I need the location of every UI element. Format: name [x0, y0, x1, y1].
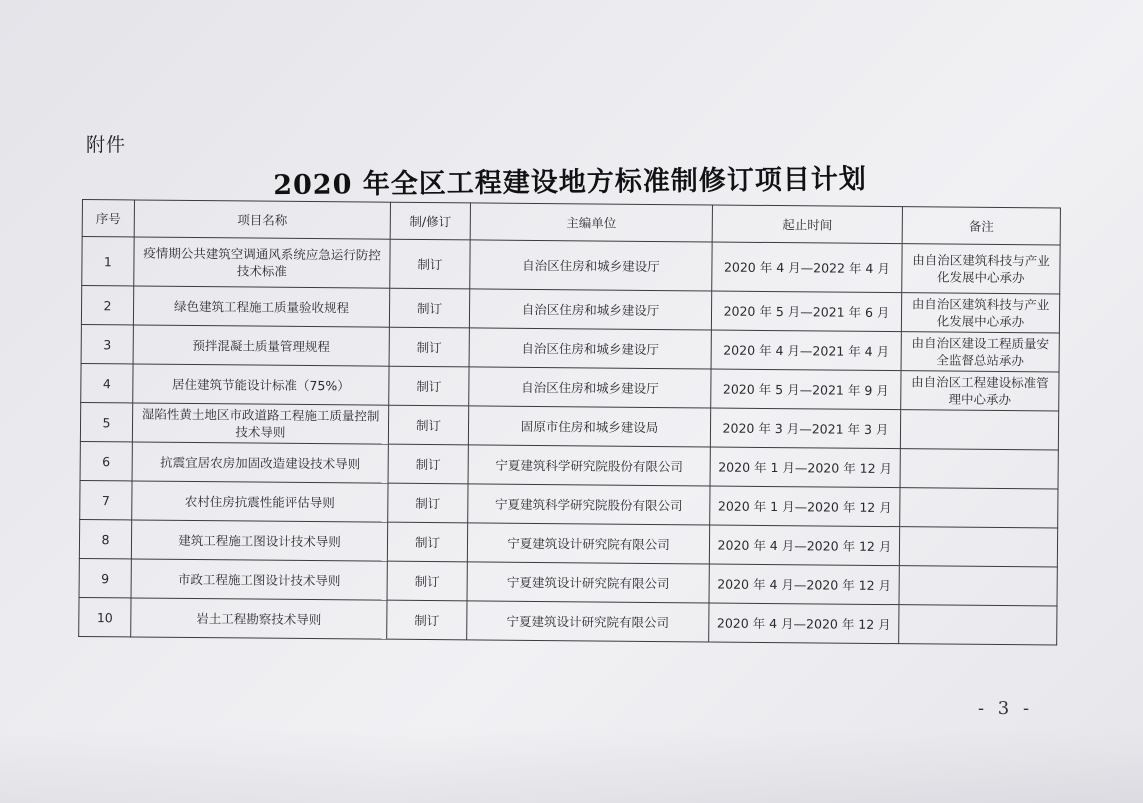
cell-note: 由自治区工程建设标准管理中心承办: [901, 371, 1059, 411]
cell-no: 5: [80, 402, 132, 441]
header-type: 制/修订: [390, 202, 470, 240]
cell-editor-unit: 宁夏建筑设计研究院有限公司: [467, 562, 709, 603]
cell-editor-unit: 自治区住房和城乡建设厅: [469, 328, 711, 369]
cell-project-name: 居住建筑节能设计标准（75%）: [133, 364, 389, 405]
attachment-label: 附件: [86, 134, 127, 156]
cell-no: 6: [80, 441, 132, 480]
cell-period: 2020 年 4 月—2020 年 12 月: [709, 564, 899, 605]
table-row: [82, 237, 1060, 295]
cell-project-name: 农村住房抗震性能评估导则: [132, 481, 388, 522]
table-row: [79, 597, 1057, 645]
cell-editor-unit: 固原市住房和城乡建设局: [468, 406, 710, 447]
cell-note: [899, 605, 1057, 645]
cell-no: 4: [81, 363, 133, 402]
cell-note: [899, 566, 1057, 606]
cell-type: 制订: [387, 561, 467, 601]
paper-fold-shadow: [0, 728, 1143, 803]
cell-type: 制订: [390, 239, 470, 289]
header-note: 备注: [902, 207, 1060, 245]
cell-period: 2020 年 5 月—2021 年 6 月: [711, 291, 901, 332]
cell-note: 由自治区建筑科技与产业化发展中心承办: [901, 293, 1059, 333]
cell-no: 7: [80, 480, 132, 519]
cell-type: 制订: [388, 483, 468, 523]
cell-type: 制订: [388, 405, 468, 445]
cell-type: 制订: [387, 522, 467, 562]
cell-project-name: 抗震宜居农房加固改造建设技术导则: [132, 442, 388, 483]
cell-no: 8: [79, 519, 131, 558]
cell-editor-unit: 宁夏建筑科学研究院股份有限公司: [468, 484, 710, 525]
cell-editor-unit: 宁夏建筑设计研究院有限公司: [467, 523, 709, 564]
cell-note: 由自治区建筑科技与产业化发展中心承办: [902, 244, 1060, 294]
cell-no: 2: [81, 286, 133, 325]
cell-project-name: 疫情期公共建筑空调通风系统应急运行防控技术标准: [134, 237, 390, 288]
cell-note: 由自治区建设工程质量安全监督总站承办: [901, 332, 1059, 372]
cell-no: 1: [82, 237, 134, 286]
cell-project-name: 预拌混凝土质量管理规程: [133, 325, 389, 366]
cell-editor-unit: 自治区住房和城乡建设厅: [469, 367, 711, 408]
cell-editor-unit: 宁夏建筑设计研究院有限公司: [467, 601, 709, 642]
header-period: 起止时间: [712, 205, 902, 244]
cell-type: 制订: [389, 327, 469, 367]
cell-editor-unit: 自治区住房和城乡建设厅: [469, 289, 711, 330]
cell-period: 2020 年 3 月—2021 年 3 月: [710, 408, 900, 449]
cell-type: 制订: [387, 600, 467, 640]
cell-note: [899, 527, 1057, 567]
cell-period: 2020 年 4 月—2020 年 12 月: [709, 603, 899, 644]
cell-period: 2020 年 4 月—2020 年 12 月: [709, 525, 899, 566]
cell-no: 3: [81, 324, 133, 363]
page-number: - 3 -: [978, 698, 1034, 719]
header-project-name: 项目名称: [134, 200, 390, 239]
cell-period: 2020 年 1 月—2020 年 12 月: [710, 486, 900, 527]
cell-project-name: 市政工程施工图设计技术导则: [131, 559, 387, 600]
cell-project-name: 建筑工程施工图设计技术导则: [131, 520, 387, 561]
cell-note: [900, 410, 1058, 450]
document-title: 2020 年全区工程建设地方标准制修订项目计划: [273, 163, 867, 202]
cell-project-name: 绿色建筑工程施工质量验收规程: [133, 286, 389, 327]
cell-period: 2020 年 1 月—2020 年 12 月: [710, 447, 900, 488]
cell-type: 制订: [388, 444, 468, 484]
cell-period: 2020 年 4 月—2021 年 4 月: [711, 330, 901, 371]
cell-type: 制订: [389, 366, 469, 406]
cell-editor-unit: 宁夏建筑科学研究院股份有限公司: [468, 445, 710, 486]
project-plan-table: [78, 199, 1061, 646]
cell-period: 2020 年 4 月—2022 年 4 月: [712, 242, 902, 293]
cell-period: 2020 年 5 月—2021 年 9 月: [711, 369, 901, 410]
header-no: 序号: [82, 200, 134, 237]
cell-note: [900, 488, 1058, 528]
cell-project-name: 岩土工程勘察技术导则: [131, 598, 387, 639]
cell-note: [900, 449, 1058, 489]
header-editor-unit: 主编单位: [470, 203, 712, 242]
cell-project-name: 湿陷性黄土地区市政道路工程施工质量控制技术导则: [132, 403, 388, 444]
cell-no: 9: [79, 558, 131, 597]
cell-editor-unit: 自治区住房和城乡建设厅: [470, 240, 712, 291]
cell-no: 10: [79, 597, 131, 636]
cell-type: 制订: [389, 288, 469, 328]
